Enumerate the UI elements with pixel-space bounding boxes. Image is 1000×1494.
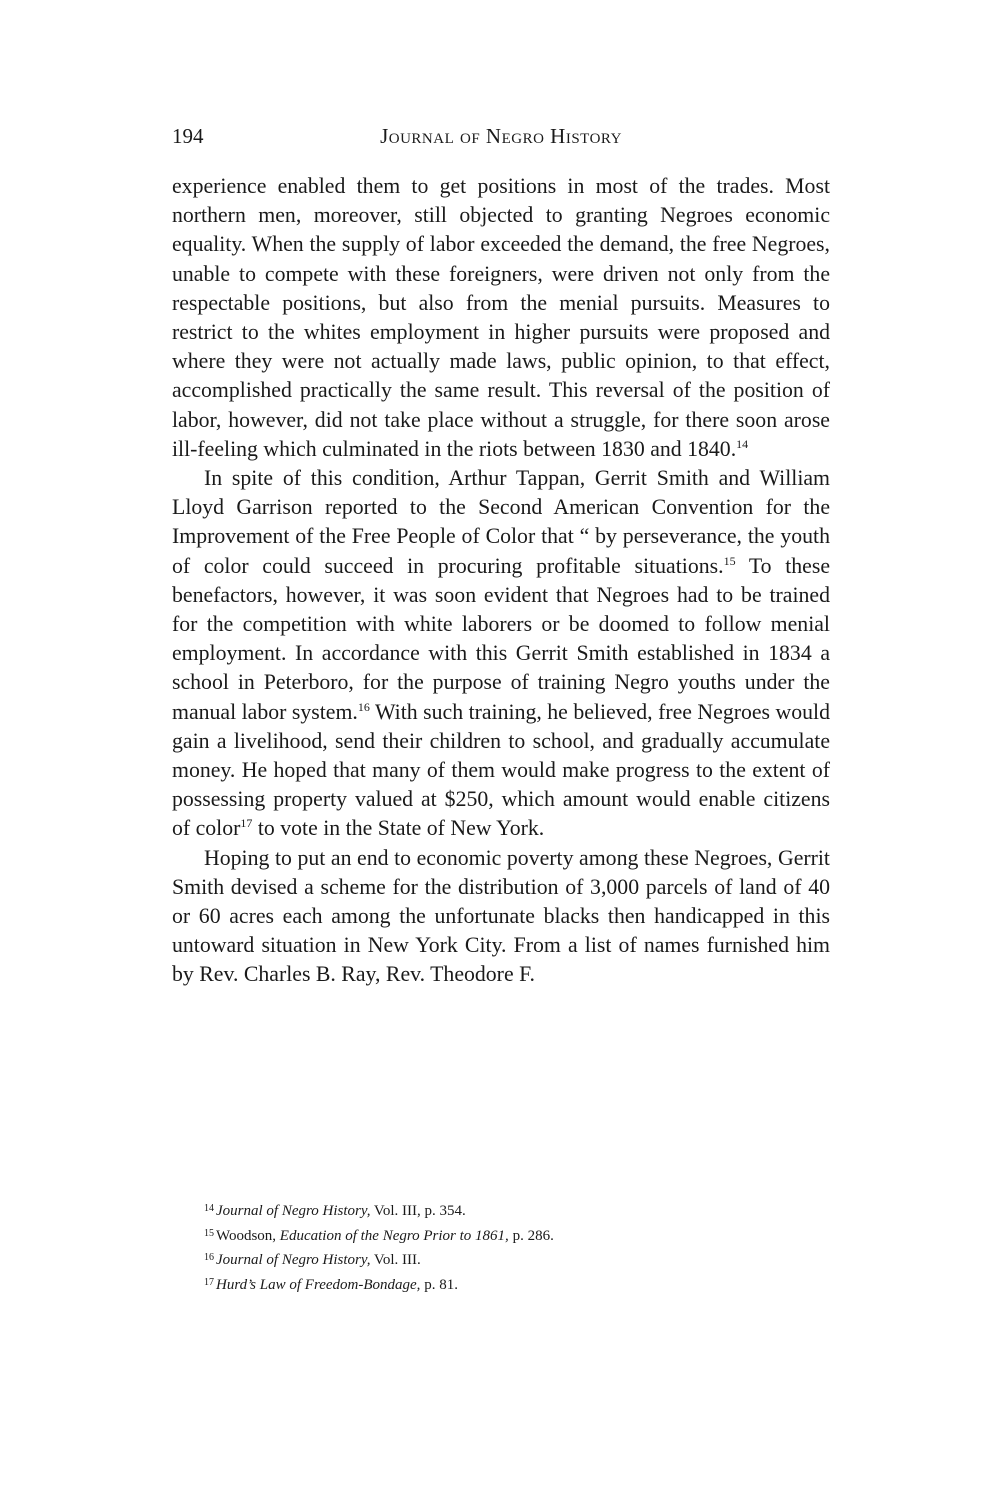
- page-number: 194: [172, 124, 204, 148]
- paragraph-text: In spite of this condition, Arthur Tappan, Gerrit Smith and William Lloyd Garrison reported to the Second American Convention for the Improvement of the Free People of Color that “ by perseverance, the youth of color could succeed in procuring profitable situations.: [172, 466, 830, 578]
- footnote-detail: Vol. III, p. 354.: [370, 1203, 466, 1219]
- footnote-number: 15: [204, 1227, 214, 1239]
- footnote-17: [204, 1272, 830, 1297]
- footnote-16: [204, 1247, 830, 1272]
- running-head: Journal of Negro History: [380, 124, 622, 148]
- footnote-detail: p. 81.: [420, 1276, 458, 1293]
- footnote-detail: p. 286.: [508, 1227, 554, 1244]
- paragraph-text: to vote in the State of New York.: [252, 816, 545, 841]
- footnote-number: 14: [204, 1203, 214, 1214]
- paragraph-text: With such training, he believed, free Negroes would gain a livelihood, send their children to school, and gradually accumulate money. He hoped that many of them would make progress to the extent of possessing property valued at $250, which amount would enable citizens of color: [172, 699, 831, 841]
- footnote-14: [204, 1198, 830, 1223]
- paragraph-text: experience enabled them to get positions in most of the trades. Most northern men, moreover, still objected to granting Negroes economic equality. When the supply of labor exceeded the demand, the free Negroes, unable to compete with these foreigners, were driven not only from the respectable positions, but also from the menial pursuits. Measures to restrict to the whites employment in higher pursuits were proposed and where they were not actually made laws, public opinion, to that effect, accomplished practically the same result. This reversal of the position of labor, however, did not take place without a struggle, for there soon arose ill-feeling which culminated in the riots between 1830 and 1840.: [172, 174, 830, 461]
- footnote-number: 17: [204, 1276, 214, 1288]
- footnote-15: [204, 1223, 830, 1248]
- footnote-title: Education of the Negro Prior to 1861,: [279, 1227, 509, 1244]
- page-header: [172, 124, 830, 154]
- footnote-author: Woodson,: [216, 1227, 280, 1244]
- footnote-ref: 15: [723, 553, 736, 568]
- body-text: [172, 172, 830, 990]
- footnote-ref: 17: [240, 816, 253, 831]
- footnote-title: Hurd’s Law of Freedom-Bondage,: [216, 1276, 421, 1293]
- paragraph-1: [172, 172, 830, 464]
- footnotes: [204, 1198, 830, 1296]
- footnote-number: 16: [204, 1252, 214, 1263]
- footnote-title: Journal of Negro History,: [216, 1252, 371, 1268]
- footnote-ref: 16: [357, 699, 370, 714]
- footnote-ref: 14: [736, 436, 749, 451]
- footnote-detail: Vol. III.: [370, 1252, 421, 1268]
- footnote-title: Journal of Negro History,: [216, 1203, 371, 1219]
- paragraph-text: Hoping to put an end to economic poverty among these Negroes, Gerrit Smith devised a scheme for the distribution of 3,000 parcels of land of 40 or 60 acres each among the unfortunate blacks then handicapped in this untoward situation in New York City. From a list of names furnished him by Rev. Charles B. Ray, Rev. Theodore F.: [172, 845, 830, 987]
- paragraph-2: [172, 464, 830, 844]
- paragraph-text: To these benefactors, however, it was soon evident that Negroes had to be trained for the competition with white laborers or be doomed to follow menial employment. In accordance with this Gerrit Smith established in 1834 a school in Peterboro, for the purpose of training Negro youths under the manual labor system.: [172, 553, 831, 724]
- paragraph-3: [172, 844, 830, 990]
